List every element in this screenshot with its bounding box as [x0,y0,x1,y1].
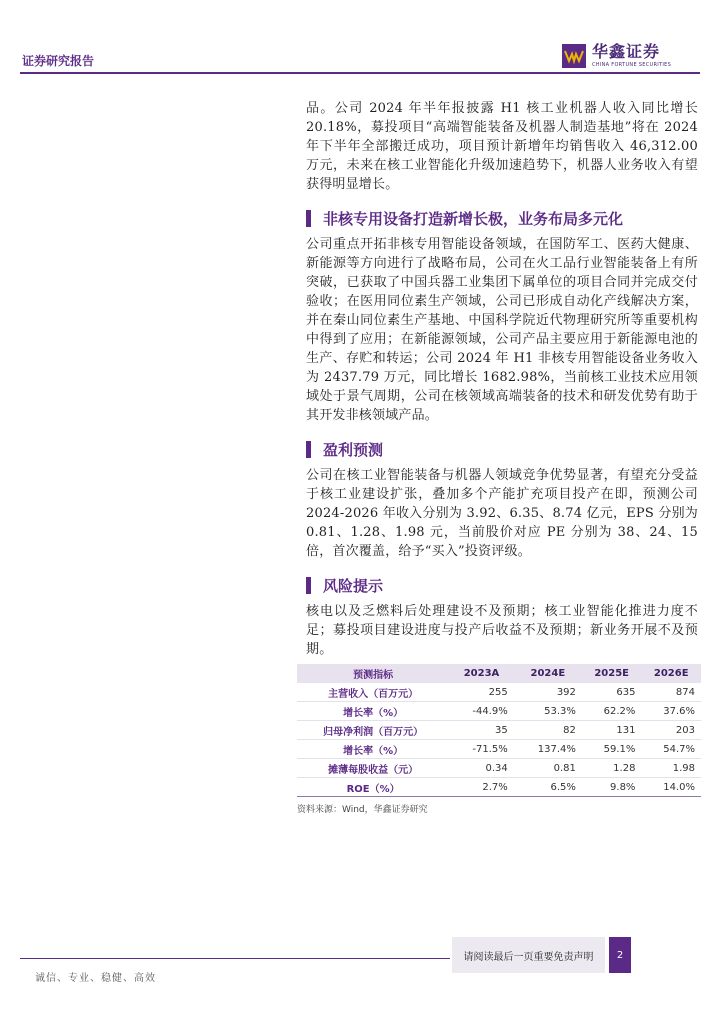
forecast-table [297,664,701,797]
row-label: 增长率（%） [297,702,449,721]
forecast-table-container [297,664,701,815]
table-row [297,759,701,778]
header-divider [20,72,700,74]
table-cell: -71.5% [449,740,513,759]
table-cell: 9.8% [582,778,642,797]
report-type-label: 证券研究报告 [22,54,95,68]
table-row [297,778,701,797]
section-marker [306,441,311,458]
table-header-row [297,664,701,683]
table-cell: 131 [582,721,642,740]
table-row [297,721,701,740]
row-label: 增长率（%） [297,740,449,759]
section-body-forecast: 公司在核工业智能装备与机器人领域竞争优势显著，有望充分受益于核工业建设扩张，叠加多个产能扩充项目投产在即，预测公司 2024-2026 年收入分别为 3.92、6.35、8.74 亿元，EPS 分别为 0.81、1.28、1.98 元，当前股价对应 PE 分别为 38、24、15 倍，首次覆盖，给予“买入”投资评级。 [306,468,698,559]
table-cell: 0.81 [514,759,582,778]
table-cell: 137.4% [514,740,582,759]
table-cell: 635 [582,683,642,702]
table-cell: 59.1% [582,740,642,759]
table-cell: 37.6% [641,702,701,721]
row-label: ROE（%） [297,778,449,797]
table-cell: 82 [514,721,582,740]
row-label: 主营收入（百万元） [297,683,449,702]
table-header-cell: 预测指标 [297,664,449,683]
table-cell: 255 [449,683,513,702]
section-marker [306,577,311,594]
logo-icon [562,44,586,68]
logo-chinese-name: 华鑫证券 [592,42,661,61]
row-label: 摊薄每股收益（元） [297,759,449,778]
page-number: 2 [609,937,631,973]
section-title: 风险提示 [323,576,384,595]
section-body-risk: 核电以及乏燃料后处理建设不及预期；核工业智能化推进力度不足；募投项目建设进度与投产后收益不及预期；新业务开展不及预期。 [306,604,698,657]
table-cell: 1.98 [641,759,701,778]
table-cell: 1.28 [582,759,642,778]
section-heading-growth [306,206,698,230]
footer-divider [20,958,450,959]
table-cell: 6.5% [514,778,582,797]
company-slogan: 诚信、专业、稳健、高效 [35,973,156,984]
section-title: 盈利预测 [323,440,384,459]
table-cell: 2.7% [449,778,513,797]
table-header-cell: 2026E [641,664,701,683]
section-title: 非核专用设备打造新增长极，业务布局多元化 [323,209,624,228]
table-row [297,740,701,759]
row-label: 归母净利润（百万元） [297,721,449,740]
table-header-cell: 2025E [582,664,642,683]
table-cell: 392 [514,683,582,702]
section-marker [306,210,311,227]
main-content [306,99,698,659]
table-cell: 62.2% [582,702,642,721]
table-header-cell: 2023A [449,664,513,683]
table-cell: 54.7% [641,740,701,759]
table-row [297,683,701,702]
table-cell: 14.0% [641,778,701,797]
table-cell: 203 [641,721,701,740]
company-logo [562,44,671,68]
table-header-cell: 2024E [514,664,582,683]
intro-paragraph: 品。公司 2024 年半年报披露 H1 核工业机器人收入同比增长 20.18%，募投项目“高端智能装备及机器人制造基地”将在 2024 年下半年全部搬迁成功，项目预计新增年均销售收入 46,312.00 万元，未来在核工业智能化升级加速趋势下，机器人业务收入有望获得明显增长。 [306,101,698,192]
disclaimer-notice: 请阅读最后一页重要免责声明 [452,937,605,973]
logo-english-name: CHINA FORTUNE SECURITIES [592,62,672,68]
table-cell: -44.9% [449,702,513,721]
table-cell: 0.34 [449,759,513,778]
table-cell: 874 [641,683,701,702]
table-row [297,702,701,721]
table-source-note: 资料来源：Wind，华鑫证券研究 [297,805,428,815]
section-heading-risk [306,573,698,597]
table-cell: 35 [449,721,513,740]
section-heading-forecast [306,437,698,461]
table-cell: 53.3% [514,702,582,721]
section-body-growth: 公司重点开拓非核专用智能设备领域，在国防军工、医药大健康、新能源等方向进行了战略布局，公司在火工品行业智能装备上有所突破，已获取了中国兵器工业集团下属单位的项目合同并完成交付验收；在医用同位素生产领域，公司已形成自动化产线解决方案，并在秦山同位素生产基地、中国科学院近代物理研究所等重要机构中得到了应用；在新能源领域，公司产品主要应用于新能源电池的生产、存贮和转运；公司 2024 年 H1 非核专用智能设备业务收入为 2437.79 万元，同比增长 1682.98%，当前核工业技术应用领域处于景气周期，公司在核领域高端装备的技术和研发优势有助于其开发非核领域产品。 [306,237,698,423]
